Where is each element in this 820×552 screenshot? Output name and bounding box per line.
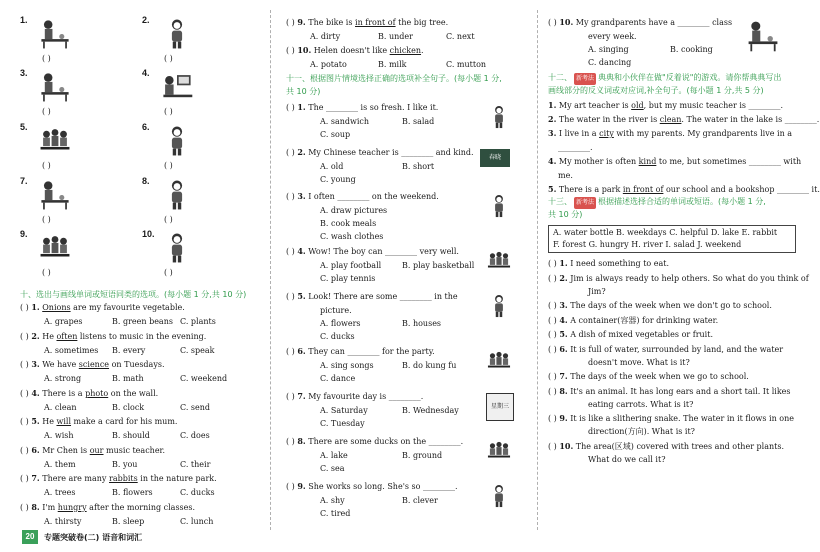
right-column xyxy=(540,0,820,552)
section-10-question xyxy=(20,359,165,370)
option[interactable]: A. flowers xyxy=(320,319,361,328)
girl-reading-icon xyxy=(160,124,194,158)
question-text: . The water in the lake is ________. xyxy=(681,115,820,124)
option-b[interactable]: B. sleep xyxy=(112,516,145,526)
section-13-item xyxy=(548,386,791,397)
option-b[interactable]: B. you xyxy=(112,459,138,469)
underlined-word: clean xyxy=(659,115,682,124)
option[interactable]: C. play tennis xyxy=(320,274,376,283)
question-text: I often ________ on the weekend. xyxy=(305,192,439,201)
option[interactable]: C. dance xyxy=(320,374,356,383)
question-number: 10. xyxy=(559,17,574,27)
section-11-question xyxy=(286,102,438,113)
picture-number: 7. xyxy=(20,176,28,186)
answer-blank[interactable]: ( ) xyxy=(548,414,560,423)
section-12-item xyxy=(548,114,819,125)
question-text: She works so long. She's so ________. xyxy=(305,482,458,491)
group-cooking-icon xyxy=(38,231,72,265)
picture-number: 2. xyxy=(142,15,150,25)
option-b[interactable]: B. milk xyxy=(378,60,407,69)
question-text: I live in a xyxy=(556,129,600,138)
option[interactable]: A. lake xyxy=(320,451,348,460)
section-11-question xyxy=(286,481,458,492)
question-number: 6. xyxy=(559,343,568,354)
section-12-title-text-2: 画线部分的反义词或对应词,补全句子。(每小题 1 分,共 5 分) xyxy=(548,86,764,95)
question-text: Helen doesn't like xyxy=(311,46,390,55)
question-text: The bike is xyxy=(305,18,356,27)
question-number: 3. xyxy=(297,191,306,201)
option[interactable]: C. ducks xyxy=(320,332,355,341)
word-bank-line-1: A. water bottle B. weekdays C. helpful D. lake E. rabbit xyxy=(553,228,778,237)
page-number: 20 xyxy=(22,530,38,544)
section-13-prefix: 十三、 xyxy=(548,197,572,206)
picture-number: 5. xyxy=(20,122,28,132)
option[interactable]: B. salad xyxy=(402,117,435,126)
question-text: I'm xyxy=(39,502,58,512)
question-text: Jim is always ready to help others. So what do you think of xyxy=(567,273,809,283)
middle-column xyxy=(272,0,534,552)
answer-blank[interactable]: ( ) xyxy=(20,445,32,455)
underlined-word: often xyxy=(56,331,78,341)
question-number: 4. xyxy=(559,314,568,325)
question-number: 1. xyxy=(31,302,40,312)
question-number: 3. xyxy=(31,359,40,369)
ping-pong-icon xyxy=(38,178,72,212)
question-text-continued: doesn't move. What is it? xyxy=(588,357,690,367)
village-houses-icon xyxy=(480,293,518,319)
underlined-word: chicken xyxy=(389,46,422,55)
section-11-title-line2: 共 10 分) xyxy=(286,87,321,96)
section-12-item xyxy=(548,184,820,195)
underlined-word: will xyxy=(56,417,72,426)
question-text: , but my music teacher is ________. xyxy=(643,101,784,110)
option-b[interactable]: B. math xyxy=(112,374,144,383)
section-10-question xyxy=(20,416,177,427)
option-c[interactable]: C. does xyxy=(180,431,210,440)
section-11-question xyxy=(286,436,463,447)
section-13-item xyxy=(548,344,783,355)
dancing-kids-icon xyxy=(480,348,518,374)
answer-blank[interactable]: ( ) xyxy=(20,331,32,341)
blackboard-teacher-icon xyxy=(480,149,518,175)
answer-blank[interactable]: ( ) xyxy=(42,161,51,170)
underlined-word: photo xyxy=(85,388,109,398)
section-12-title xyxy=(548,72,796,97)
option[interactable]: C. wash clothes xyxy=(320,232,384,241)
blackboard-label: 春晓 xyxy=(480,149,510,167)
answer-blank[interactable]: ( ) xyxy=(286,103,298,112)
section-10-question xyxy=(286,17,448,28)
answer-blank[interactable]: ( ) xyxy=(286,347,298,356)
option[interactable]: B. clever xyxy=(402,496,438,505)
option-b[interactable]: B. cooking xyxy=(670,45,713,54)
question-text: It's an animal. It has long ears and a short tail. It likes xyxy=(567,386,791,396)
underlined-word: old xyxy=(631,101,644,110)
underlined-word: rabbits xyxy=(109,474,138,483)
question-number: 2. xyxy=(297,147,306,157)
question-number: 10. xyxy=(297,45,312,55)
option-a[interactable]: A. clean xyxy=(44,402,77,412)
picture-number: 4. xyxy=(142,68,150,78)
footer-title: 专题突破卷(二) 语音和词汇 xyxy=(44,533,143,542)
girl-painting-icon xyxy=(160,178,194,212)
cooking-boy-icon xyxy=(38,17,72,51)
section-10-question xyxy=(20,331,206,342)
answer-blank[interactable]: ( ) xyxy=(286,46,298,55)
question-text: Mr Chen is xyxy=(39,445,90,455)
question-text: He xyxy=(39,417,57,426)
option[interactable]: C. soup xyxy=(320,130,351,139)
question-text: There is a park xyxy=(556,185,623,194)
section-11-question xyxy=(286,147,474,158)
question-number: 5. xyxy=(559,329,568,339)
ducks-icon xyxy=(480,438,518,464)
answer-blank[interactable]: ( ) xyxy=(286,247,298,256)
question-number: 10. xyxy=(559,440,574,451)
picture-number: 3. xyxy=(20,68,28,78)
option[interactable]: B. cook meals xyxy=(320,219,377,228)
option-c[interactable]: C. speak xyxy=(180,345,215,355)
question-text: It is like a slithering snake. The water in it flows in one xyxy=(567,414,795,423)
section-11-question xyxy=(286,291,458,302)
question-text: on the wall. xyxy=(108,388,159,398)
question-text: on Tuesdays. xyxy=(109,360,165,369)
question-number: 6. xyxy=(297,346,306,356)
answer-blank[interactable]: ( ) xyxy=(286,392,298,401)
tired-woman-icon xyxy=(480,483,518,509)
new-test-badge: 新考法 xyxy=(574,73,596,85)
section-11-title-line1: 十一、根据图片情境选择正确的选项补全句子。(每小题 1 分, xyxy=(286,74,502,83)
question-number: 9. xyxy=(559,413,568,423)
answer-blank[interactable]: ( ) xyxy=(20,388,32,398)
section-10-question xyxy=(20,502,195,513)
violin-player-icon xyxy=(160,231,194,265)
question-text: The area(区域) covered with trees and other plants. xyxy=(573,441,785,451)
question-text: The ________ is so fresh. I like it. xyxy=(305,103,439,112)
option-a[interactable]: A. grapes xyxy=(44,317,83,326)
section-12-item xyxy=(548,156,801,167)
question-number: 9. xyxy=(297,17,306,27)
question-text: A dish of mixed vegetables or fruit. xyxy=(567,330,713,339)
option[interactable]: A. Saturday xyxy=(320,406,368,415)
option[interactable]: A. old xyxy=(320,162,344,171)
answer-blank[interactable]: ( ) xyxy=(286,192,298,201)
option-c[interactable]: C. mutton xyxy=(446,60,487,69)
option[interactable]: B. short xyxy=(402,162,435,171)
question-number: 1. xyxy=(297,102,306,112)
option-a[interactable]: A. wish xyxy=(44,431,74,440)
question-number: 4. xyxy=(31,387,40,398)
option-c[interactable]: C. dancing xyxy=(588,58,632,67)
option[interactable]: B. ground xyxy=(402,451,443,460)
picture-number: 10. xyxy=(142,229,155,239)
option[interactable]: A. sandwich xyxy=(320,117,370,126)
kids-playing-icon xyxy=(38,124,72,158)
question-text: There are many xyxy=(39,474,109,483)
question-number: 9. xyxy=(297,481,306,491)
question-text: Wow! The boy can ________ very well. xyxy=(305,247,459,256)
grandparents-cooking-icon xyxy=(744,18,782,44)
option-c[interactable]: C. plants xyxy=(180,317,216,326)
question-number: 7. xyxy=(31,473,40,483)
question-text: There is a xyxy=(39,388,86,398)
option-a[interactable]: A. dirty xyxy=(310,32,341,41)
option-a[interactable]: A. them xyxy=(44,459,76,469)
question-text: after the morning classes. xyxy=(86,502,196,512)
word-bank-line-2: F. forest G. hungry H. river I. salad J. weekend xyxy=(553,240,742,249)
underlined-word: in front of xyxy=(622,185,664,194)
section-13-item xyxy=(548,371,749,382)
question-text: My Chinese teacher is ________ and kind. xyxy=(305,148,474,157)
option-c[interactable]: C. next xyxy=(446,32,475,41)
underlined-word: in front of xyxy=(355,18,396,27)
answer-blank[interactable]: ( ) xyxy=(20,502,32,512)
question-number: 5. xyxy=(548,184,557,194)
answer-blank[interactable]: ( ) xyxy=(42,268,51,277)
section-13-title xyxy=(548,196,796,221)
question-text: Look! There are some ________ in the xyxy=(305,292,458,301)
option[interactable]: B. Wednesday xyxy=(402,406,459,415)
question-number: 8. xyxy=(559,385,568,396)
section-12-item xyxy=(548,128,792,139)
calendar-icon xyxy=(480,393,518,419)
option-a[interactable]: A. sometimes xyxy=(44,345,99,355)
cooking-icon xyxy=(38,70,72,104)
answer-blank[interactable]: ( ) xyxy=(286,437,298,446)
option[interactable]: C. young xyxy=(320,175,356,184)
salad-plate-icon xyxy=(480,104,518,130)
question-number: 7. xyxy=(559,371,568,381)
question-text: in the nature park. xyxy=(137,474,217,483)
option-b[interactable]: B. every xyxy=(112,345,146,355)
question-text: It is full of water, surrounded by land, and the water xyxy=(567,344,784,354)
word-bank xyxy=(548,225,796,253)
answer-blank[interactable]: ( ) xyxy=(42,54,51,63)
question-text-continued: What do we call it? xyxy=(588,454,666,464)
section-12-prefix: 十二、 xyxy=(548,73,572,82)
answer-blank[interactable]: ( ) xyxy=(164,268,173,277)
question-text-continued: direction(方向). What is it? xyxy=(588,427,695,436)
answer-blank[interactable]: ( ) xyxy=(20,360,32,369)
column-divider xyxy=(537,10,539,530)
underlined-word: city xyxy=(599,129,614,138)
section-10-question xyxy=(20,473,217,484)
option-b[interactable]: B. flowers xyxy=(112,488,153,497)
question-number: 4. xyxy=(548,156,557,166)
answer-blank[interactable]: ( ) xyxy=(548,259,560,268)
question-text: The days of the week when we don't go to school. xyxy=(567,301,772,310)
section-12-item xyxy=(548,100,783,111)
option[interactable]: C. sea xyxy=(320,464,345,473)
option-c[interactable]: C. their xyxy=(180,459,211,469)
question-number: 8. xyxy=(31,501,40,512)
underlined-word: Onions xyxy=(42,303,71,312)
answer-blank[interactable]: ( ) xyxy=(548,372,560,381)
section-13-item xyxy=(548,441,784,452)
question-text: We have xyxy=(39,360,79,369)
option[interactable]: B. do kung fu xyxy=(402,361,457,370)
option[interactable]: A. draw pictures xyxy=(320,206,388,215)
section-10-title: 十、选出与画线单词或短语同类的选项。(每小题 1 分,共 10 分) xyxy=(20,290,247,299)
girl-writing-icon xyxy=(160,17,194,51)
question-text-continued: Jim? xyxy=(588,286,606,296)
easel-painting-icon xyxy=(480,193,518,219)
question-number: 8. xyxy=(297,436,306,446)
option[interactable]: A. sing songs xyxy=(320,361,374,370)
answer-blank[interactable]: ( ) xyxy=(548,386,560,396)
option-c[interactable]: C. send xyxy=(180,402,211,412)
question-number: 7. xyxy=(297,391,306,401)
picture-number: 9. xyxy=(20,229,28,239)
option[interactable]: C. tired xyxy=(320,509,351,518)
question-text: our school and a bookshop ________ it. xyxy=(663,185,820,194)
section-10-question xyxy=(20,388,158,399)
option[interactable]: C. Tuesday xyxy=(320,419,365,428)
option-b[interactable]: B. should xyxy=(112,431,150,440)
question-text: to me, but sometimes ________ with xyxy=(656,157,802,166)
section-13-item xyxy=(548,300,772,311)
option[interactable]: B. play basketball xyxy=(402,261,475,270)
answer-blank[interactable]: ( ) xyxy=(548,273,560,283)
question-number: 5. xyxy=(31,416,40,426)
option-b[interactable]: B. clock xyxy=(112,402,145,412)
section-13-item xyxy=(548,329,713,340)
question-text-continued: me. xyxy=(558,171,573,180)
answer-blank[interactable]: ( ) xyxy=(548,330,560,339)
underlined-word: science xyxy=(78,360,110,369)
question-text: My mother is often xyxy=(556,157,639,166)
picture-number: 6. xyxy=(142,122,150,132)
option-c[interactable]: C. weekend xyxy=(180,374,228,383)
computer-user-icon xyxy=(160,70,194,104)
question-text-continued: every week. xyxy=(588,32,637,41)
question-text: They can ________ for the party. xyxy=(305,347,435,356)
section-10-question xyxy=(286,45,424,56)
question-text: The days of the week when we go to school. xyxy=(567,372,749,381)
option[interactable]: A. play football xyxy=(320,261,382,270)
section-10-question xyxy=(20,445,165,456)
question-text: I need something to eat. xyxy=(567,259,670,268)
option-b[interactable]: B. green beans xyxy=(112,317,173,326)
section-11-question xyxy=(548,17,732,28)
answer-blank[interactable]: ( ) xyxy=(286,482,298,491)
answer-blank[interactable]: ( ) xyxy=(20,474,32,483)
option-a[interactable]: A. singing xyxy=(588,45,629,54)
new-test-badge: 新考法 xyxy=(574,197,596,209)
question-number: 2. xyxy=(31,330,40,341)
question-number: 4. xyxy=(297,246,306,256)
answer-blank[interactable]: ( ) xyxy=(548,315,560,325)
answer-blank[interactable]: ( ) xyxy=(42,107,51,116)
answer-blank[interactable]: ( ) xyxy=(548,344,560,354)
answer-blank[interactable]: ( ) xyxy=(164,161,173,170)
question-text: My grandparents have a ________ class xyxy=(573,18,733,27)
picture-number: 1. xyxy=(20,15,28,25)
section-11-question xyxy=(286,346,435,357)
question-text: music teacher. xyxy=(103,445,166,455)
question-text: make a card for his mum. xyxy=(71,417,178,426)
left-column xyxy=(0,0,268,552)
question-number: 3. xyxy=(559,300,568,310)
question-text: My favourite day is ________. xyxy=(305,392,424,401)
calendar-label: 星期三 xyxy=(486,393,514,421)
question-text: The water in the river is xyxy=(556,115,660,124)
option[interactable]: A. shy xyxy=(320,496,345,505)
answer-blank[interactable]: ( ) xyxy=(164,54,173,63)
question-number: 2. xyxy=(548,114,557,124)
option-c[interactable]: C. lunch xyxy=(180,516,214,526)
answer-blank[interactable]: ( ) xyxy=(286,148,298,157)
section-11-question xyxy=(286,246,459,257)
answer-blank[interactable]: ( ) xyxy=(164,107,173,116)
section-13-item xyxy=(548,413,794,424)
answer-blank[interactable]: ( ) xyxy=(548,441,560,451)
answer-blank[interactable]: ( ) xyxy=(20,417,32,426)
question-text: My art teacher is xyxy=(556,101,632,110)
question-text: the big tree. xyxy=(395,18,449,27)
answer-blank[interactable]: ( ) xyxy=(286,292,298,301)
question-text: A container(容器) for drinking water. xyxy=(567,315,719,325)
answer-blank[interactable]: ( ) xyxy=(548,18,560,27)
option-a[interactable]: A. strong xyxy=(44,374,82,383)
question-text-continued: ________. xyxy=(558,143,593,152)
answer-blank[interactable]: ( ) xyxy=(164,215,173,224)
section-13-item xyxy=(548,258,669,269)
question-text-continued: picture. xyxy=(320,306,352,315)
option[interactable]: B. houses xyxy=(402,319,442,328)
question-number: 3. xyxy=(548,128,557,138)
option-a[interactable]: A. thirsty xyxy=(44,516,82,526)
question-text: with my parents. My grandparents live in a xyxy=(613,129,793,138)
section-10-question xyxy=(20,302,185,313)
option-b[interactable]: B. under xyxy=(378,32,413,41)
question-number: 6. xyxy=(31,444,40,455)
answer-blank[interactable]: ( ) xyxy=(42,215,51,224)
section-13-title-text-2: 共 10 分) xyxy=(548,210,583,219)
underlined-word: our xyxy=(89,445,104,455)
question-text-continued: eating carrots. What is it? xyxy=(588,399,694,409)
question-number: 2. xyxy=(559,272,568,283)
answer-blank[interactable]: ( ) xyxy=(548,301,560,310)
question-text: listens to music in the evening. xyxy=(77,331,207,341)
answer-blank[interactable]: ( ) xyxy=(20,303,32,312)
section-11-question xyxy=(286,391,423,402)
option-c[interactable]: C. ducks xyxy=(180,488,215,497)
question-text: He xyxy=(39,331,57,341)
section-13-title-text: 根据描述选择合适的单词或短语。(每小题 1 分, xyxy=(598,197,766,206)
section-11-question xyxy=(286,191,439,202)
question-number: 1. xyxy=(548,100,557,110)
section-12-title-text: 典典和小伙伴在做"反着说"的游戏。请你帮典典写出 xyxy=(598,73,782,82)
question-text: are my favourite vegetable. xyxy=(70,303,185,312)
underlined-word: hungry xyxy=(57,502,87,512)
question-number: 5. xyxy=(297,291,306,301)
section-13-item xyxy=(548,273,809,284)
section-13-item xyxy=(548,315,718,326)
picture-number: 8. xyxy=(142,176,150,186)
question-text: . xyxy=(421,46,424,55)
option-a[interactable]: A. trees xyxy=(44,488,76,497)
question-text: There are some ducks on the ________. xyxy=(305,437,464,446)
option-a[interactable]: A. potato xyxy=(310,60,347,69)
underlined-word: kind xyxy=(638,157,657,166)
question-number: 1. xyxy=(559,258,568,268)
answer-blank[interactable]: ( ) xyxy=(286,18,298,27)
football-player-icon xyxy=(480,248,518,274)
